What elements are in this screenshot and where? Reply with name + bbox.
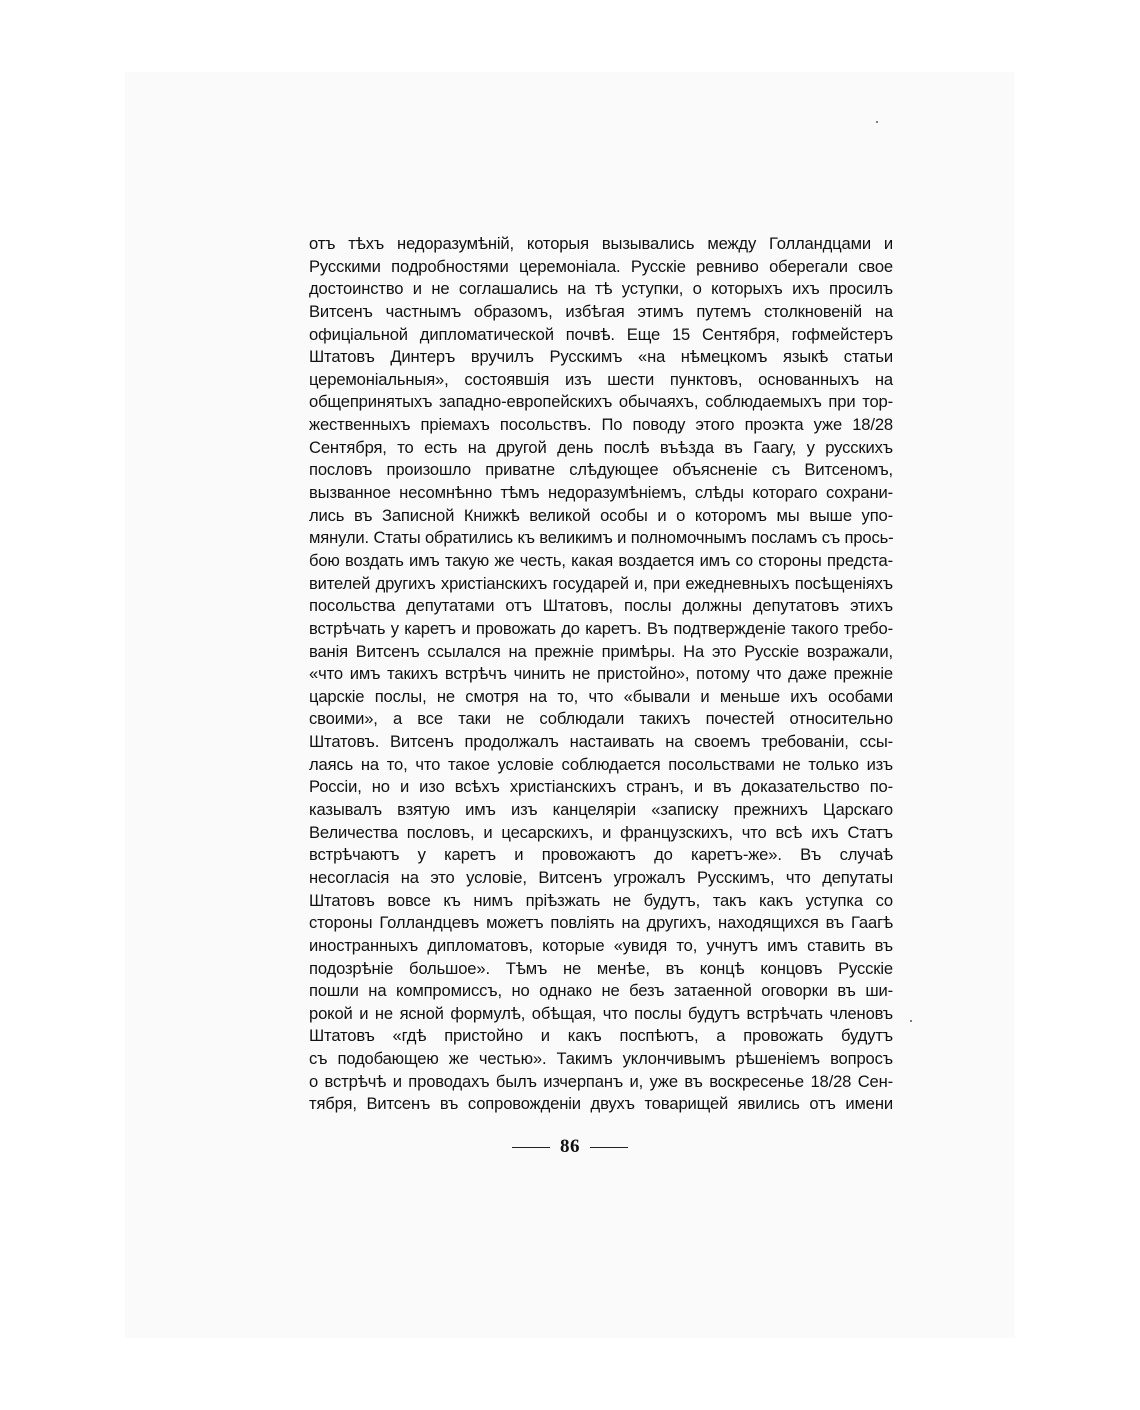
text-line: церемоніальныя», состоявшія изъ шести пунктовъ, основанныхъ на [309, 369, 893, 389]
text-line: подозрѣніе большое». Тѣмъ не менѣе, въ концѣ концовъ Русскіе [309, 958, 893, 978]
text-line: лись въ Записной Книжкѣ великой особы и о которомъ мы выше упо- [309, 505, 893, 525]
text-line: Штатовъ вовсе къ нимъ пріѣзжать не будутъ, такъ какъ уступка со [309, 890, 893, 910]
footer-dash-right [590, 1147, 628, 1148]
body-text [309, 233, 893, 1116]
text-line: жественныхъ пріемахъ посольствъ. По поводу этого проэкта уже 18/28 [309, 415, 893, 435]
scan-speck [876, 121, 878, 123]
text-line: «что имъ такихъ встрѣчъ чинить не пристойно», потому что даже прежніе [309, 664, 893, 684]
text-line: вызванное несомнѣнно тѣмъ недоразумѣніемъ, слѣды котораго сохрани- [309, 483, 893, 503]
footer-dash-left [512, 1147, 550, 1148]
text-line: Россіи, но и изо всѣхъ христіанскихъ странъ, и въ доказательство по- [309, 777, 893, 797]
text-line: Витсенъ частнымъ образомъ, избѣгая этимъ путемъ столкновеній на [309, 301, 893, 321]
text-line: несогласія на это условіе, Витсенъ угрожалъ Русскимъ, что депутаты [309, 867, 893, 887]
text-line: своими», а все таки не соблюдали такихъ почестей относительно [309, 709, 893, 729]
text-line: посольства депутатами отъ Штатовъ, послы должны депутатовъ этихъ [309, 596, 893, 616]
text-line: достоинство и не соглашались на тѣ уступки, о которыхъ ихъ просилъ [309, 279, 893, 299]
text-line: встрѣчаютъ у каретъ и провожаютъ до каретъ-же». Въ случаѣ [309, 845, 893, 865]
text-line: вителей другихъ христіанскихъ государей и, при ежедневныхъ посѣщеніяхъ [309, 573, 893, 593]
text-line: ванія Витсенъ ссылался на прежніе примѣры. На это Русскіе возражали, [309, 641, 893, 661]
text-line: иностранныхъ дипломатовъ, которые «увидя то, учнутъ имъ ставить въ [309, 935, 893, 955]
page-number: 86 [560, 1136, 580, 1157]
text-line: пошли на компромиссъ, но однако не безъ затаенной оговорки въ ши- [309, 981, 893, 1001]
text-line: царскіе послы, не смотря на то, что «бывали и меньше ихъ особами [309, 686, 893, 706]
text-line: Русскими подробностями церемоніала. Русскіе ревниво оберегали свое [309, 256, 893, 276]
text-line: Сентября, то есть на другой день послѣ въѣзда въ Гаагу, у русскихъ [309, 437, 893, 457]
text-line: пословъ произошло приватне слѣдующее объясненіе съ Витсеномъ, [309, 460, 893, 480]
text-line: Штатовъ «гдѣ пристойно и какъ поспѣютъ, а провожать будутъ [309, 1026, 893, 1046]
text-line: стороны Голландцевъ можетъ повліять на другихъ, находящихся въ Гаагѣ [309, 913, 893, 933]
text-line: встрѣчать у каретъ и провожать до каретъ. Въ подтвержденіе такого требо- [309, 618, 893, 638]
text-line: тября, Витсенъ въ сопровожденіи двухъ товарищей явились отъ имени [309, 1094, 893, 1114]
text-line: съ подобающею же честью». Такимъ уклончивымъ рѣшеніемъ вопросъ [309, 1049, 893, 1069]
text-line: казывалъ взятую имъ изъ канцеляріи «записку прежнихъ Царскаго [309, 800, 893, 820]
text-line: Штатовъ. Витсенъ продолжалъ настаивать на своемъ требованіи, ссы- [309, 732, 893, 752]
text-line: общепринятыхъ западно-европейскихъ обычаяхъ, соблюдаемыхъ при тор- [309, 392, 893, 412]
text-line: мянули. Статы обратились къ великимъ и полномочнымъ посламъ съ прось- [309, 528, 894, 548]
text-line: лаясь на то, что такое условіе соблюдается посольствами не только изъ [309, 754, 893, 774]
page-footer [0, 1136, 1140, 1158]
text-line: о встрѣчѣ и проводахъ былъ изчерпанъ и, уже въ воскресенье 18/28 Сен- [309, 1071, 893, 1091]
text-line: рокой и не ясной формулѣ, обѣщая, что послы будутъ встрѣчать членовъ [309, 1003, 893, 1023]
text-line: отъ тѣхъ недоразумѣній, которыя вызывались между Голландцами и [309, 234, 893, 253]
text-line: Величества пословъ, и цесарскихъ, и французскихъ, что всѣ ихъ Статъ [309, 822, 893, 842]
text-line: офиціальной дипломатической почвѣ. Еще 15 Сентября, гофмейстеръ [309, 324, 893, 344]
text-line: бою воздать имъ такую же честь, какая воздается имъ со стороны предста- [309, 550, 893, 570]
scan-speck [910, 1020, 912, 1022]
text-line: Штатовъ Динтеръ вручилъ Русскимъ «на нѣмецкомъ языкѣ статьи [309, 347, 893, 367]
